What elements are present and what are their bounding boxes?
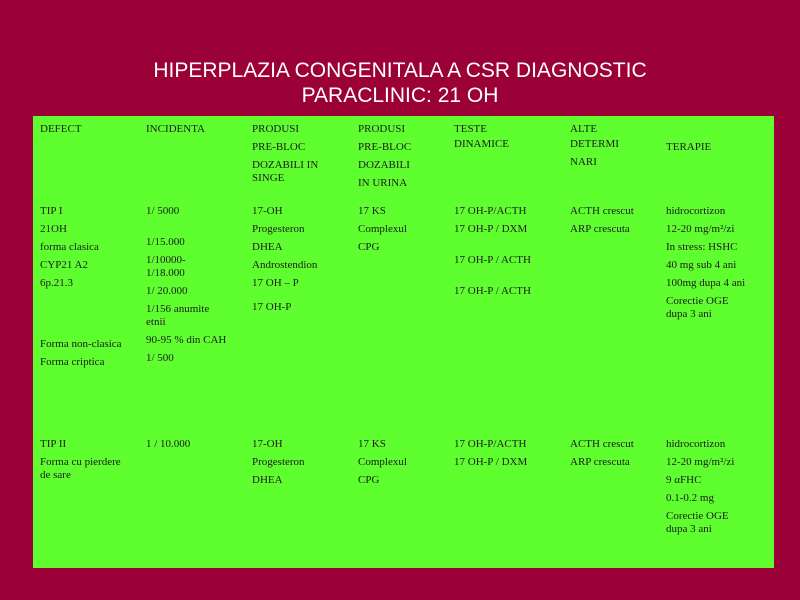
cell-line: forma clasica <box>40 241 99 253</box>
cell-line: ACTH crescut <box>570 205 634 217</box>
tip1-defect <box>40 205 140 374</box>
cell-line: Progesteron <box>252 456 305 468</box>
cell-line: TIP I <box>40 205 63 217</box>
header-line: INCIDENTA <box>146 123 205 135</box>
cell-line: Corectie OGE dupa 3 ani <box>666 510 729 535</box>
header-line: PRE-BLOC <box>252 141 306 153</box>
cell-line: 17 OH-P / ACTH <box>454 254 531 266</box>
cell-line: Corectie OGE dupa 3 ani <box>666 295 729 320</box>
cell-line: Forma cu pierdere de sare <box>40 456 121 481</box>
cell-line: 12-20 mg/m²/zi <box>666 456 735 468</box>
cell-line: 9 αFHC <box>666 474 702 486</box>
cell-line: 100mg dupa 4 ani <box>666 277 746 289</box>
cell-line: 17 OH-P / DXM <box>454 456 528 468</box>
header-incidenta <box>146 123 246 141</box>
header-alte <box>570 123 660 174</box>
header-line: DOZABILI <box>358 159 410 171</box>
cell-line: 6p.21.3 <box>40 277 73 289</box>
cell-line: 1/156 anumite etnii <box>146 303 210 328</box>
tip1-alte <box>570 205 662 241</box>
cell-line: ACTH crescut <box>570 438 634 450</box>
cell-line: ARP crescuta <box>570 456 630 468</box>
cell-line <box>40 295 140 333</box>
cell-line: 17 OH-P <box>252 301 292 313</box>
tip2-produsi-urina <box>358 438 448 492</box>
cell-line: 40 mg sub 4 ani <box>666 259 737 271</box>
cell-line: DHEA <box>252 241 283 253</box>
cell-line: DHEA <box>252 474 283 486</box>
cell-line: 17 OH-P/ACTH <box>454 205 527 217</box>
tip2-defect <box>40 438 140 487</box>
cell-line: 17 OH-P / DXM <box>454 223 528 235</box>
cell-line: In stress: HSHC <box>666 241 738 253</box>
slide-title <box>0 58 800 108</box>
cell-line: Androstendion <box>252 259 318 271</box>
header-line: ALTE <box>570 123 598 135</box>
header-produsi-urina <box>358 123 448 195</box>
cell-line: 1 / 10.000 <box>146 438 191 450</box>
tip2-incidenta <box>146 438 246 456</box>
header-line: DINAMICE <box>454 138 509 150</box>
header-line: PRODUSI <box>358 123 406 135</box>
tip1-produsi-urina <box>358 205 448 259</box>
cell-line: CPG <box>358 474 380 486</box>
cell-line: 12-20 mg/m²/zi <box>666 223 735 235</box>
tip2-produsi-singe <box>252 438 352 492</box>
header-produsi-singe <box>252 123 352 190</box>
cell-line: Complexul <box>358 456 407 468</box>
header-line: DEFECT <box>40 123 82 135</box>
cell-line: 1/15.000 <box>146 236 185 248</box>
cell-line: Forma criptica <box>40 356 105 368</box>
cell-line: 17 KS <box>358 438 386 450</box>
cell-line: 0.1-0.2 mg <box>666 492 714 504</box>
cell-line: Forma non-clasica <box>40 338 122 350</box>
cell-line: CYP21 A2 <box>40 259 88 271</box>
tip1-incidenta <box>146 205 246 370</box>
cell-line: Complexul <box>358 223 407 235</box>
tip2-alte <box>570 438 662 474</box>
tip1-terapie <box>666 205 770 326</box>
header-defect <box>40 123 140 141</box>
header-line: DOZABILI IN SINGE <box>252 159 319 184</box>
cell-line: hidrocortizon <box>666 205 726 217</box>
cell-line: 1/10000-1/18.000 <box>146 254 186 279</box>
header-teste <box>454 123 564 156</box>
cell-line: TIP II <box>40 438 67 450</box>
cell-line: 1/ 5000 <box>146 205 180 217</box>
cell-line: ARP crescuta <box>570 223 630 235</box>
cell-line: 17 OH – P <box>252 277 299 289</box>
cell-line: 17-OH <box>252 438 283 450</box>
header-line: IN URINA <box>358 177 408 189</box>
cell-line: 90-95 % din CAH <box>146 334 227 346</box>
header-line: PRE-BLOC <box>358 141 412 153</box>
slide-title-line-1: HIPERPLAZIA CONGENITALA A CSR DIAGNOSTIC <box>153 59 647 82</box>
cell-line: 1/ 500 <box>146 352 174 364</box>
tip1-teste <box>454 205 564 303</box>
tip2-teste <box>454 438 564 474</box>
tip1-produsi-singe <box>252 205 352 319</box>
cell-line: 21OH <box>40 223 67 235</box>
header-line: DETERMI <box>570 138 619 150</box>
cell-line: 1/ 20.000 <box>146 285 188 297</box>
cell-line: 17 OH-P/ACTH <box>454 438 527 450</box>
cell-line: 17 OH-P / ACTH <box>454 285 531 297</box>
header-line: TESTE <box>454 123 487 135</box>
slide-title-line-2: PARACLINIC: 21 OH <box>301 84 499 107</box>
header-terapie <box>666 141 766 159</box>
cell-line: 17 KS <box>358 205 386 217</box>
cell-line: Progesteron <box>252 223 305 235</box>
cell-line: hidrocortizon <box>666 438 726 450</box>
header-line: NARI <box>570 156 597 168</box>
cell-line: CPG <box>358 241 380 253</box>
tip2-terapie <box>666 438 770 541</box>
header-line: PRODUSI <box>252 123 300 135</box>
cell-line: 17-OH <box>252 205 283 217</box>
header-line: TERAPIE <box>666 141 712 153</box>
